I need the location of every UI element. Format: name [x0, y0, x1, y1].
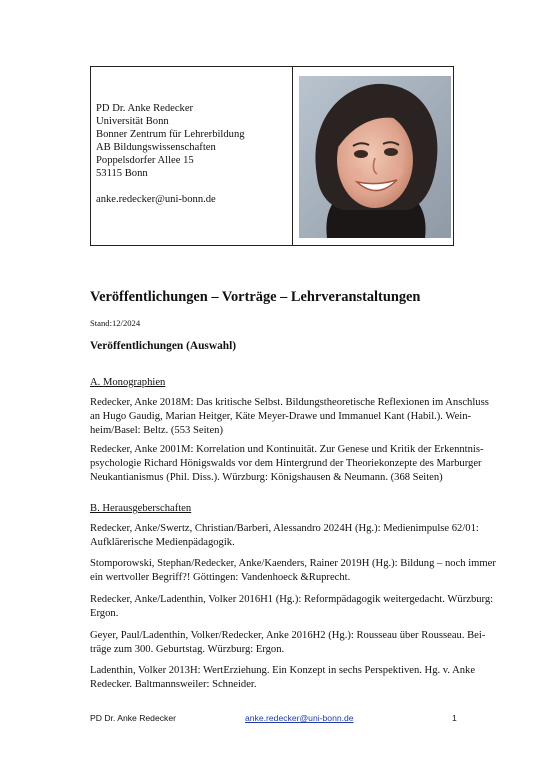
entry-line: Aufklärerische Medienpädagogik.: [90, 537, 235, 548]
entry-line: Redecker, Anke/Ladenthin, Volker 2016H1 (Hg.): Reformpädagogik weitergedacht. Würzburg:: [90, 594, 494, 605]
portrait-photo: [299, 76, 451, 238]
contact-email[interactable]: anke.redecker@uni-bonn.de: [96, 194, 216, 205]
contact-line: Universität Bonn: [96, 116, 169, 127]
footer-author: PD Dr. Anke Redecker: [90, 713, 176, 723]
section-title-herausgeberschaften: B. Herausgeberschaften: [90, 503, 192, 514]
entry-line: Ladenthin, Volker 2013H: WertErziehung. Ein Konzept in sechs Perspektiven. Hg. v. Anke: [90, 665, 476, 676]
entry-line: Stomporowski, Stephan/Redecker, Anke/Kaenders, Rainer 2019H (Hg.): Bildung – noch immer: [90, 558, 496, 569]
entry-line: Redecker, Anke 2018M: Das kritische Selbst. Bildungstheoretische Reflexionen im Anschluss: [90, 397, 489, 408]
publication-entry: [90, 557, 496, 585]
entry-line: Redecker. Baltmannsweiler: Schneider.: [90, 679, 257, 690]
section-title-monographien: A. Monographien: [90, 377, 166, 388]
contact-line: 53115 Bonn: [96, 168, 148, 179]
publication-entry: [90, 443, 484, 485]
entry-line: träge zum 300. Geburtstag. Würzburg: Ergon.: [90, 644, 285, 655]
status-date: Stand:12/2024: [90, 318, 141, 328]
entry-line: ein wertvoller Begriff?! Göttingen: Vandenhoeck &Ruprecht.: [90, 572, 351, 583]
contact-line: Poppelsdorfer Allee 15: [96, 155, 194, 166]
publication-entry: [90, 593, 494, 621]
contact-address: [91, 67, 293, 245]
entry-line: psychologie Richard Hönigswalds vor dem Hintergrund der Theoriekonzepte des Marburger: [90, 458, 482, 469]
entry-line: an Hugo Gaudig, Marian Heitger, Käte Meyer-Drawe und Immanuel Kant (Habil.). Wein-: [90, 411, 472, 422]
footer-page-number: 1: [452, 713, 457, 723]
entry-line: Redecker, Anke 2001M: Korrelation und Kontinuität. Zur Genese und Kritik der Erkenntnis-: [90, 444, 484, 455]
footer-email-link[interactable]: anke.redecker@uni-bonn.de: [245, 713, 354, 723]
contact-name: PD Dr. Anke Redecker: [96, 103, 194, 114]
entry-line: Redecker, Anke/Swertz, Christian/Barberi, Alessandro 2024H (Hg.): Medienimpulse 62/01:: [90, 523, 479, 534]
contact-line: Bonner Zentrum für Lehrerbildung: [96, 129, 245, 140]
entry-line: Neukantianismus (Phil. Diss.). Würzburg: Königshausen & Neumann. (368 Seiten): [90, 472, 443, 483]
entry-line: heim/Basel: Beltz. (553 Seiten): [90, 425, 223, 436]
entry-line: Ergon.: [90, 608, 119, 619]
publication-entry: [90, 664, 476, 692]
contact-line: AB Bildungswissenschaften: [96, 142, 216, 153]
entry-line: Geyer, Paul/Ladenthin, Volker/Redecker, Anke 2016H2 (Hg.): Rousseau über Rousseau. Bei-: [90, 630, 486, 641]
publication-entry: [90, 522, 479, 550]
section-heading: Veröffentlichungen (Auswahl): [90, 340, 237, 352]
publication-entry: [90, 629, 486, 657]
publication-entry: [90, 396, 489, 438]
page-title: Veröffentlichungen – Vorträge – Lehrveranstaltungen: [90, 289, 421, 305]
contact-box: [90, 66, 454, 246]
photo-cell: [293, 67, 453, 245]
